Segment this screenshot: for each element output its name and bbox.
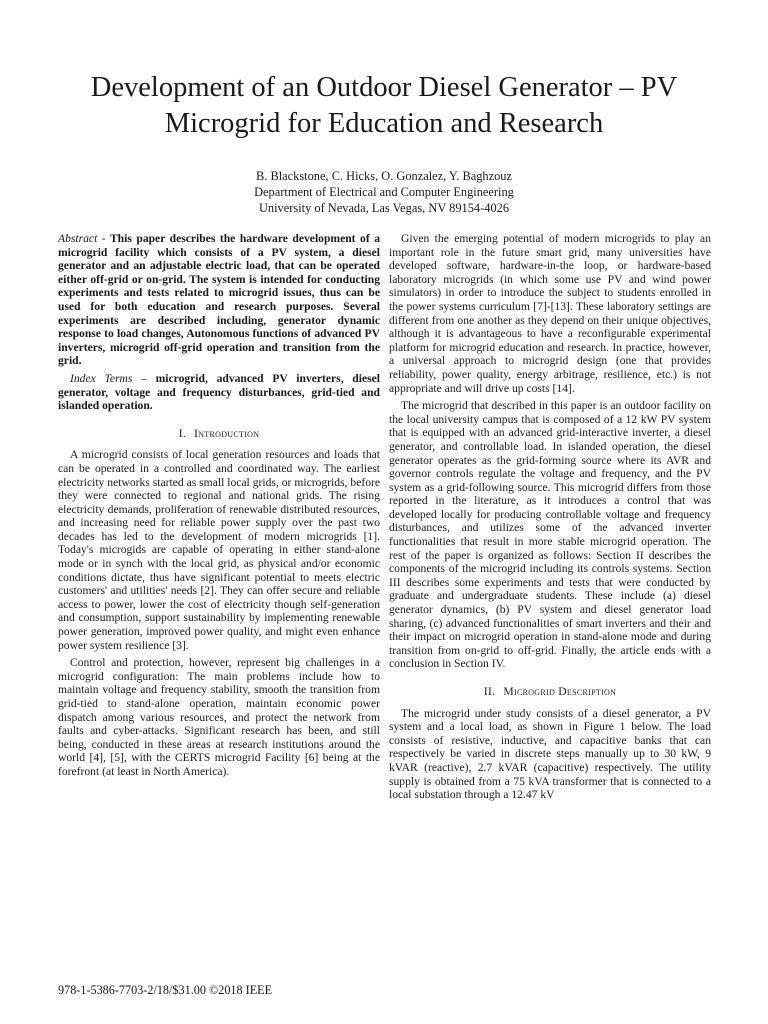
author-names: B. Blackstone, C. Hicks, O. Gonzalez, Y. Baghzouz [255,169,513,183]
section-heading-microgrid-description [389,685,711,699]
section-number: II. [483,685,496,698]
title-line-1: Development of an Outdoor Diesel Generator – PV [90,72,678,103]
abstract-lead: Abstract - [58,232,106,245]
left-column [58,232,380,783]
author-department: Department of Electrical and Computer Engineering [254,185,514,199]
intro-paragraph-3: Given the emerging potential of modern microgrids to play an important role in the future smart grid, many universities have developed software, hardware-in-the loop, or hardware-based laboratory microgrids (in which some use PV and wind power simulators) in order to introduce the subject to students enrolled in the power systems curriculum [7]-[13]. These laboratory settings are different from one another as they depend on their unique objectives, although it is advantageous to have a reconfigurable experimental platform for microgrid education and research. In practice, however, a universal approach to microgrid design (one that provides reliability, power quality, energy arbitrage, resilience, etc.) is not appropriate and will drive up costs [14]. [389,232,711,395]
abstract-text: This paper describes the hardware development of a microgrid facility which consists of a PV system, a diesel generator and an adjustable electric load, that can be operated either off-grid or on-grid. The system is intended for conducting experiments and tests related to microgrid issues, thus can be used for both education and research purposes. Several experiments are described including, generator dynamic response to load changes, Autonomous functions of advanced PV inverters, microgrid off-grid operation and transition from the grid. [58,232,380,368]
copyright-footer: 978-1-5386-7703-2/18/$31.00 ©2018 IEEE [58,983,273,997]
section-heading-introduction [58,427,380,441]
right-column [389,232,711,806]
intro-paragraph-1: A microgrid consists of local generation resources and loads that can be operated in a controlled and coordinated way. The earliest electricity networks started as small local grids, or microgrids, before they were connected to regional and national grids. The rising electricity demands, proliferation of renewable distributed resources, and increasing need for reliable power supply over the past two decades has led to the development of modern microgrids [1]. Today's microgids are capable of operating in either stand-alone mode or in synch with the local grid, as physical and/or economic conditions dictate, thus have significant potential to meets electric customers' and utilities' needs [2]. They can offer secure and reliable access to power, lower the cost of electricity though self-generation and consumption, support sustainability by implementing renewable power generation, improved power quality, and might even enhance power system resilience [3]. [58,448,380,652]
index-terms-text: microgrid, advanced PV inverters, diesel generator, voltage and frequency disturbances, grid-tied and islanded operation. [58,371,380,413]
abstract [58,232,380,368]
intro-paragraph-2: Control and protection, however, represent big challenges in a microgrid configuration: The main problems include how to maintain voltage and frequency stability, smooth the transition from grid-tied to stand-alone operation, maintain economic power dispatch among various resources, and protect the network from faults and cyber-attacks. Significant research has been, and still being, conducted in these areas at research institutions around the world [4], [5], with the CERTS microgrid Facility [6] being at the forefront (at least in North America). [58,656,380,778]
section-title: Introduction [194,426,260,440]
section-title: Microgrid Description [503,685,617,698]
author-block [100,168,668,216]
index-terms-lead: Index Terms – [70,371,147,385]
microgrid-paragraph-1: The microgrid under study consists of a diesel generator, a PV system and a local load, as shown in Figure 1 below. The load consists of resistive, inductive, and capacitive banks that can respectively be varied in discrete steps manually up to 30 kW, 9 kVAR (reactive), 2.7 kVAR (capacitive) respectively. The utility supply is obtained from a 75 kVA transformer that is connected to a local substation through a 12.47 kV [389,706,711,802]
author-university: University of Nevada, Las Vegas, NV 89154-4026 [258,201,510,215]
title-line-2: Microgrid for Education and Research [164,108,604,139]
intro-paragraph-4: The microgrid that described in this paper is an outdoor facility on the local university campus that is composed of a 12 kW PV system that is equipped with an advanced grid-interactive inverter, a diesel generator, and controllable load. In islanded operation, the diesel generator operates as the grid-forming source where its AVR and governor controls regulate the voltage and frequency, and the PV system as a grid-following source. This microgrid differs from those reported in the literature, as it introduces a control that was developed locally for producing controllable voltage and frequency disturbances, and utilizes some of the advanced inverter functionalities that result in more stable microgrid operation. The rest of the paper is organized as follows: Section II describes the components of the microgrid including its controls systems. Section III describes some experiments and tests that were conducted by graduate and undergraduate students. These include (a) diesel generator dynamics, (b) PV system and diesel generator load sharing, (c) advanced functionalities of smart inverters and their and their impact on microgrid operation in stand-alone mode and during transition from on-grid to off-grid. Finally, the article ends with a conclusion in Section IV. [389,399,711,671]
section-number: I. [178,426,187,440]
index-terms [58,372,380,413]
paper-title [40,70,728,142]
